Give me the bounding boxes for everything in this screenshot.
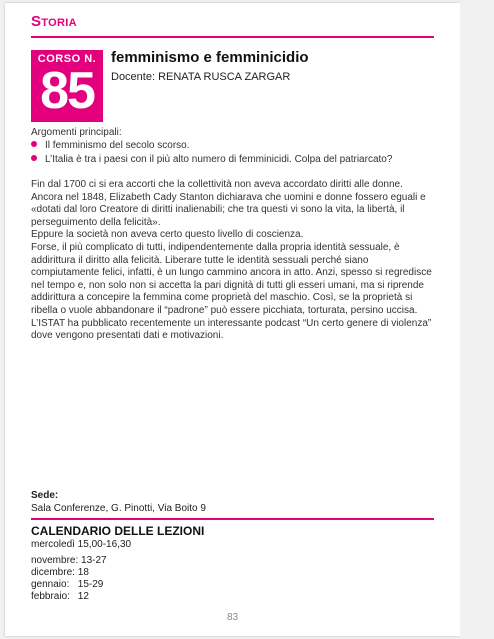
- topics-heading: Argomenti principali:: [31, 127, 122, 138]
- calendar-days: 12: [77, 591, 89, 602]
- topic-text: Il femminismo del secolo scorso.: [45, 140, 190, 151]
- topic-text: L’Italia è tra i paesi con il più alto numero di femminicidi. Colpa del patriarcato?: [45, 154, 393, 165]
- topic-item: [31, 140, 190, 151]
- course-label: CORSO N.: [37, 53, 97, 65]
- body-text: [31, 179, 435, 343]
- venue-value: Sala Conferenze, G. Pinotti, Via Boito 9: [31, 503, 206, 514]
- page-number: 83: [226, 612, 239, 623]
- calendar-rule: [31, 518, 434, 520]
- calendar-row: [31, 555, 107, 567]
- body-paragraph: Fin dal 1700 ci si era accorti che la collettività non aveva accordato diritti alle donne. Ancora nel 1848, Elizabeth Cady Stanton dichiarava che uomini e donne fossero eguali e «dotati dal loro Creatore di diritti inalienabili; che tra questi vi sono la vita, la libertà, il perseguimento della felicità».: [31, 179, 426, 228]
- course-number: 85: [40, 62, 94, 120]
- venue-label: Sede:: [31, 490, 59, 501]
- course-teacher: Docente: RENATA RUSCA ZARGAR: [111, 71, 291, 83]
- calendar-days: 18: [77, 567, 89, 578]
- calendar-time: mercoledì 15,00-16,30: [31, 539, 132, 550]
- section-title: Storia: [31, 13, 77, 30]
- calendar-month: novembre:: [31, 555, 79, 566]
- body-paragraph: L’ISTAT ha pubblicato recentemente un interessante podcast “Un certo genere di violenza” dove vengono presentati dati e motivazioni.: [31, 317, 432, 342]
- body-paragraph: Eppure la società non aveva certo questo livello di coscienza.: [31, 229, 304, 241]
- bullet-icon: [31, 141, 37, 147]
- calendar-row: [31, 567, 107, 579]
- topic-item: [31, 154, 392, 165]
- calendar-days: 13-27: [81, 555, 107, 566]
- calendar-row: [31, 591, 107, 603]
- calendar-days: 15-29: [77, 579, 104, 590]
- calendar-month: dicembre:: [31, 567, 75, 578]
- calendar-title: CALENDARIO DELLE LEZIONI: [31, 524, 205, 538]
- document-page: [5, 3, 460, 636]
- calendar-row: [31, 579, 107, 591]
- course-badge: [31, 50, 103, 122]
- scrollbar-track[interactable]: [460, 0, 494, 639]
- bullet-icon: [31, 155, 37, 161]
- body-paragraph: Forse, il più complicato di tutti, indipendentemente dalla propria identità sessuale, è addirittura il diritto alla felicità. Liberare tutte le identità sessuali perché siano compiutamente felici, infatti, è un lungo cammino ancora in atto. Anzi, spesso si regredisce nel tempo e, non solo non si accetta la pari dignità di tutti gli esseri umani, ma si riprende addirittura a concepire la femmina come proprietà del maschio. Così, se la proprietà si ribella o vuole abbandonare il “padrone” può essere picchiata, torturata, persino uccisa.: [31, 241, 432, 316]
- calendar-month: gennaio:: [31, 579, 70, 590]
- calendar-month: febbraio:: [31, 591, 70, 602]
- calendar-list: [31, 555, 107, 603]
- course-title: femminismo e femminicidio: [111, 49, 309, 66]
- section-rule: [31, 36, 434, 38]
